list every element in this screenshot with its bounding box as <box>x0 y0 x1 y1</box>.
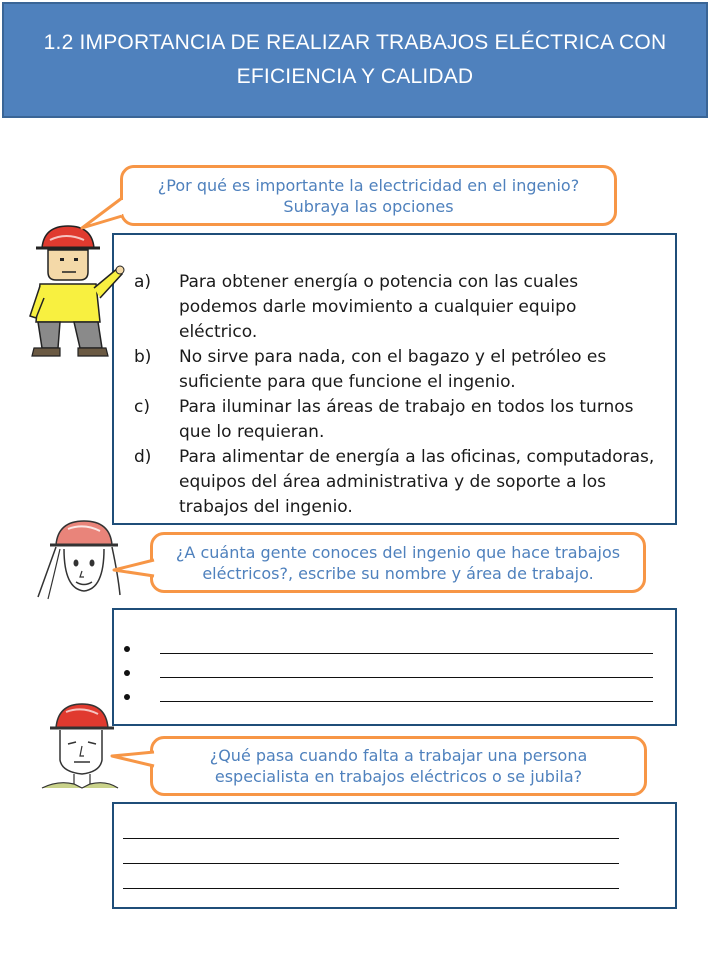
bubble-3-tail <box>110 748 156 770</box>
question-2-line-2: eléctricos?, escribe su nombre y área de trabajo. <box>202 563 594 583</box>
options-list <box>134 270 657 520</box>
option-item[interactable] <box>134 445 657 520</box>
blank-line-item[interactable] <box>114 638 675 662</box>
question-2-line-1: ¿A cuánta gente conoces del ingenio que hace trabajos <box>175 542 621 562</box>
option-text: Para iluminar las áreas de trabajo en todos los turnos que lo requieran. <box>179 397 634 442</box>
option-text: Para obtener energía o potencia con las cuales podemos darle movimiento a cualquier equipo eléctrico. <box>179 272 579 342</box>
names-blank-list <box>114 638 675 710</box>
question-3-line-1: ¿Qué pasa cuando falta a trabajar una persona <box>209 746 588 765</box>
question-bubble-3 <box>150 736 647 796</box>
bullet-icon <box>124 670 130 676</box>
page-title-line-2: EFICIENCIA Y CALIDAD <box>236 65 474 88</box>
question-bubble-2 <box>150 532 646 593</box>
blank-line <box>160 653 653 654</box>
blank-line-item[interactable] <box>114 662 675 686</box>
title-banner <box>2 2 708 118</box>
bubble-2-tail <box>112 556 156 580</box>
question-1-line-2: Subraya las opciones <box>283 196 454 216</box>
option-letter: a) <box>134 272 152 292</box>
bullet-icon <box>124 694 130 700</box>
question-bubble-1 <box>120 165 617 226</box>
option-item[interactable] <box>134 345 657 395</box>
answer-blank-line[interactable] <box>123 814 619 839</box>
blank-line-item[interactable] <box>114 686 675 710</box>
option-letter: c) <box>134 397 150 417</box>
option-letter: d) <box>134 447 152 467</box>
page-title-line-1: 1.2 IMPORTANCIA DE REALIZAR TRABAJOS ELÉCTRICA CON <box>43 31 667 54</box>
option-item[interactable] <box>134 395 657 445</box>
worker-pointing-icon <box>20 218 125 363</box>
answer-panel <box>112 802 677 909</box>
answer-blank-line[interactable] <box>123 864 619 889</box>
blank-line <box>160 701 653 702</box>
bullet-icon <box>124 646 130 652</box>
option-item[interactable] <box>134 270 657 345</box>
option-letter: b) <box>134 347 152 367</box>
options-panel <box>112 233 677 525</box>
option-text: No sirve para nada, con el bagazo y el petróleo es suficiente para que funcione el ingenio. <box>179 347 607 392</box>
woman-helmet-icon <box>34 515 124 605</box>
bubble-1-tail <box>80 196 126 232</box>
names-answer-panel <box>112 608 677 726</box>
option-text: Para alimentar de energía a las oficinas, computadoras, equipos del área administrativa y de soporte a los trabajos del ingenio. <box>179 447 655 517</box>
question-1-line-1: ¿Por qué es importante la electricidad en el ingenio? <box>157 175 580 195</box>
man-helmet-icon <box>38 700 122 790</box>
answer-blank-line[interactable] <box>123 839 619 864</box>
question-3-line-2: especialista en trabajos eléctricos o se jubila? <box>214 767 583 786</box>
blank-line <box>160 677 653 678</box>
